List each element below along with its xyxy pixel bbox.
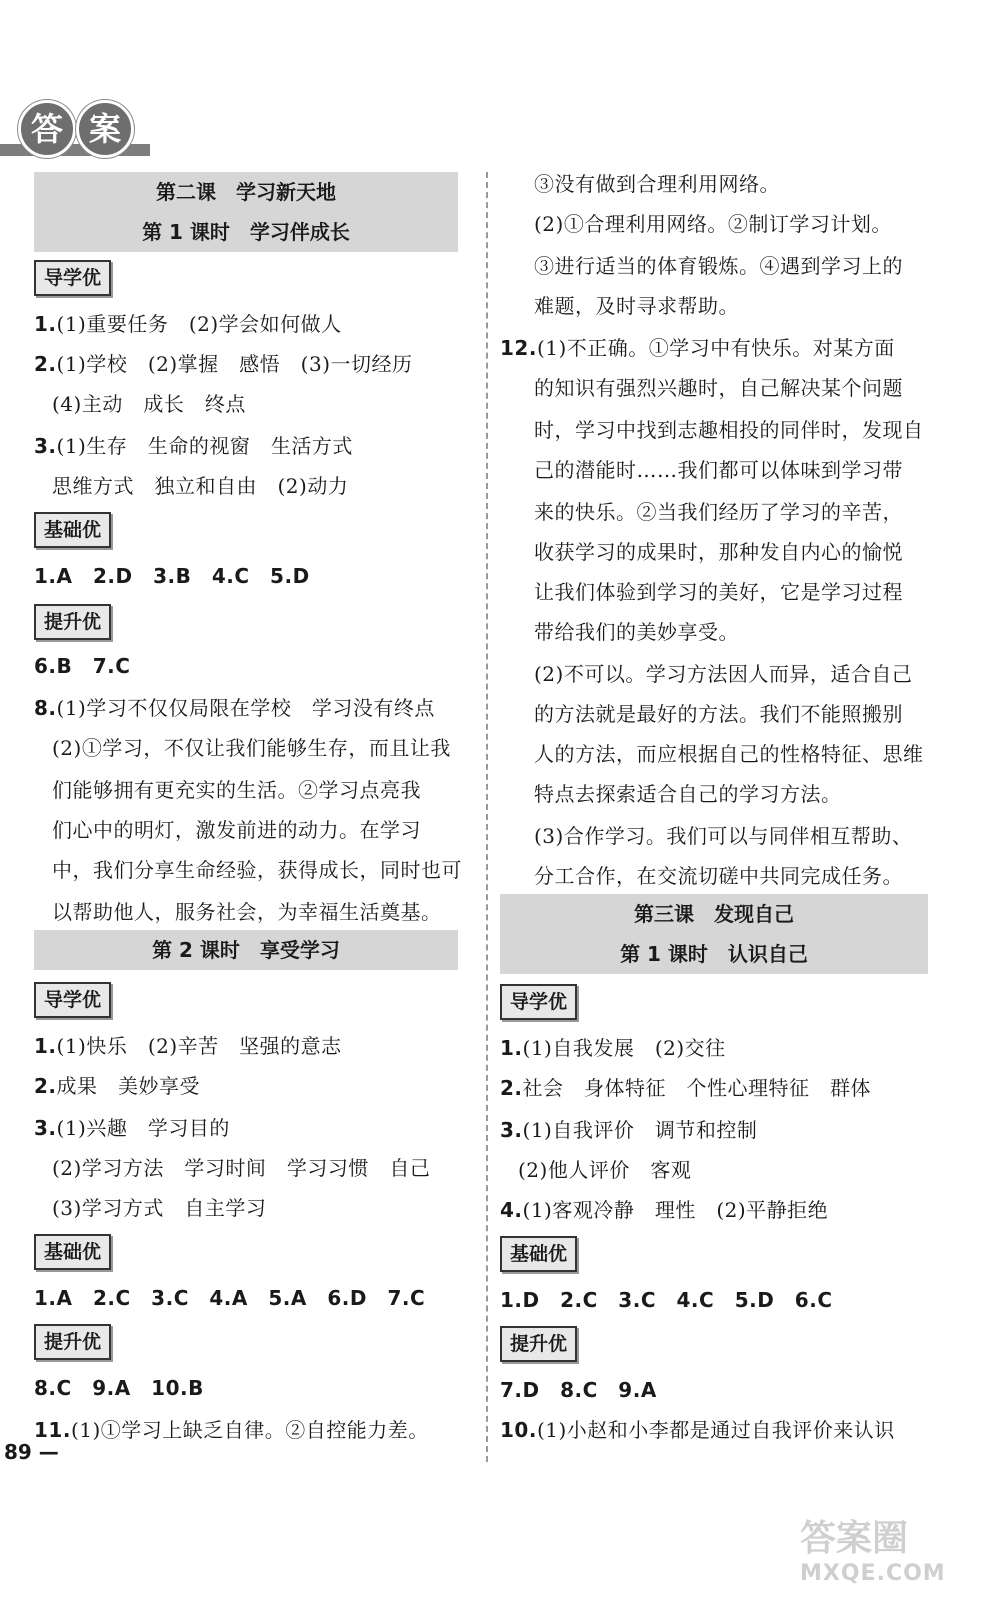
answer-line: ③进行适当的体育锻炼。④遇到学习上的 (534, 254, 903, 278)
header-char-2: 案 (76, 100, 134, 158)
answer-line: (2)他人评价 客观 (518, 1158, 692, 1182)
period-title: 第 1 课时 认识自己 (500, 934, 928, 974)
answer-line: 1.(1)重要任务 (2)学会如何做人 (34, 312, 342, 336)
answer-line: 2.(1)学校 (2)掌握 感悟 (3)一切经历 (34, 352, 413, 376)
column-divider (486, 172, 488, 1462)
section-tag-tisheng: 提升优 (500, 1326, 577, 1362)
lesson-title: 第三课 发现自己 (500, 894, 928, 934)
answer-line: 8.(1)学习不仅仅局限在学校 学习没有终点 (34, 696, 435, 720)
answer-line: 来的快乐。②当我们经历了学习的辛苦， (534, 500, 903, 524)
answer-line: (2)①学习，不仅让我们能够生存，而且让我 (52, 736, 451, 760)
section-tag-daoxue: 导学优 (34, 260, 111, 296)
answer-line: 3.(1)生存 生命的视窗 生活方式 (34, 434, 353, 458)
section-tag-tisheng: 提升优 (34, 604, 111, 640)
watermark-url: MXQE.COM (800, 1561, 946, 1586)
answer-line: 1.D 2.C 3.C 4.C 5.D 6.C (500, 1288, 833, 1312)
header-char-1: 答 (18, 100, 76, 158)
answer-line: (2)①合理利用网络。②制订学习计划。 (534, 212, 892, 236)
answer-line: 带给我们的美妙享受。 (534, 620, 739, 644)
section-tag-jichu: 基础优 (34, 1234, 111, 1270)
answer-line: 3.(1)兴趣 学习目的 (34, 1116, 230, 1140)
answer-line: 1.(1)快乐 (2)辛苦 坚强的意志 (34, 1034, 342, 1058)
answer-line: 1.(1)自我发展 (2)交往 (500, 1036, 726, 1060)
section-tag-jichu: 基础优 (500, 1236, 577, 1272)
answer-line: 们心中的明灯，激发前进的动力。在学习 (52, 818, 421, 842)
answer-line: (3)学习方式 自主学习 (52, 1196, 267, 1220)
answer-line: 人的方法，而应根据自己的性格特征、思维 (534, 742, 924, 766)
answer-line: 收获学习的成果时，那种发自内心的愉悦 (534, 540, 903, 564)
answer-line: 中，我们分享生命经验，获得成长，同时也可 (52, 858, 462, 882)
answer-line: 7.D 8.C 9.A (500, 1378, 657, 1402)
answer-line: 8.C 9.A 10.B (34, 1376, 204, 1400)
answer-line: ③没有做到合理利用网络。 (534, 172, 780, 196)
answer-line: 难题，及时寻求帮助。 (534, 294, 739, 318)
watermark-text: 答案圈 (800, 1518, 909, 1559)
answer-line: 2.社会 身体特征 个性心理特征 群体 (500, 1076, 872, 1100)
answer-line: 时，学习中找到志趣相投的同伴时，发现自 (534, 418, 924, 442)
lesson-title: 第二课 学习新天地 (34, 172, 458, 212)
answer-line: 以帮助他人，服务社会，为幸福生活奠基。 (52, 900, 442, 924)
answer-line: 的知识有强烈兴趣时，自己解决某个问题 (534, 376, 903, 400)
answer-line: (4)主动 成长 终点 (52, 392, 246, 416)
page-number: 89 — (4, 1440, 59, 1464)
answer-line: 己的潜能时……我们都可以体味到学习带 (534, 458, 903, 482)
answer-line: (2)学习方法 学习时间 学习习惯 自己 (52, 1156, 431, 1180)
answer-line: 的方法就是最好的方法。我们不能照搬别 (534, 702, 903, 726)
answer-line: 分工合作，在交流切磋中共同完成任务。 (534, 864, 903, 888)
answer-line: 6.B 7.C (34, 654, 131, 678)
answer-line: (2)不可以。学习方法因人而异，适合自己 (534, 662, 913, 686)
answer-line: 特点去探索适合自己的学习方法。 (534, 782, 842, 806)
answer-line: 11.(1)①学习上缺乏自律。②自控能力差。 (34, 1418, 429, 1442)
watermark-logo (800, 1510, 990, 1590)
answer-line: 2.成果 美妙享受 (34, 1074, 201, 1098)
answer-line: 3.(1)自我评价 调节和控制 (500, 1118, 758, 1142)
section-tag-daoxue: 导学优 (34, 982, 111, 1018)
period-title: 第 2 课时 享受学习 (34, 930, 458, 970)
section-tag-tisheng: 提升优 (34, 1324, 111, 1360)
answer-line: 让我们体验到学习的美好，它是学习过程 (534, 580, 903, 604)
answer-line: 1.A 2.C 3.C 4.A 5.A 6.D 7.C (34, 1286, 426, 1310)
answer-line: 4.(1)客观冷静 理性 (2)平静拒绝 (500, 1198, 829, 1222)
answer-line: (3)合作学习。我们可以与同伴相互帮助、 (534, 824, 913, 848)
answer-line: 们能够拥有更充实的生活。②学习点亮我 (52, 778, 421, 802)
section-tag-daoxue: 导学优 (500, 984, 577, 1020)
period-title: 第 1 课时 学习伴成长 (34, 212, 458, 252)
answer-header (0, 100, 150, 160)
answer-line: 10.(1)小赵和小李都是通过自我评价来认识 (500, 1418, 895, 1442)
answer-line: 12.(1)不正确。①学习中有快乐。对某方面 (500, 336, 895, 360)
answer-line: 思维方式 独立和自由 (2)动力 (52, 474, 349, 498)
answer-line: 1.A 2.D 3.B 4.C 5.D (34, 564, 310, 588)
section-tag-jichu: 基础优 (34, 512, 111, 548)
